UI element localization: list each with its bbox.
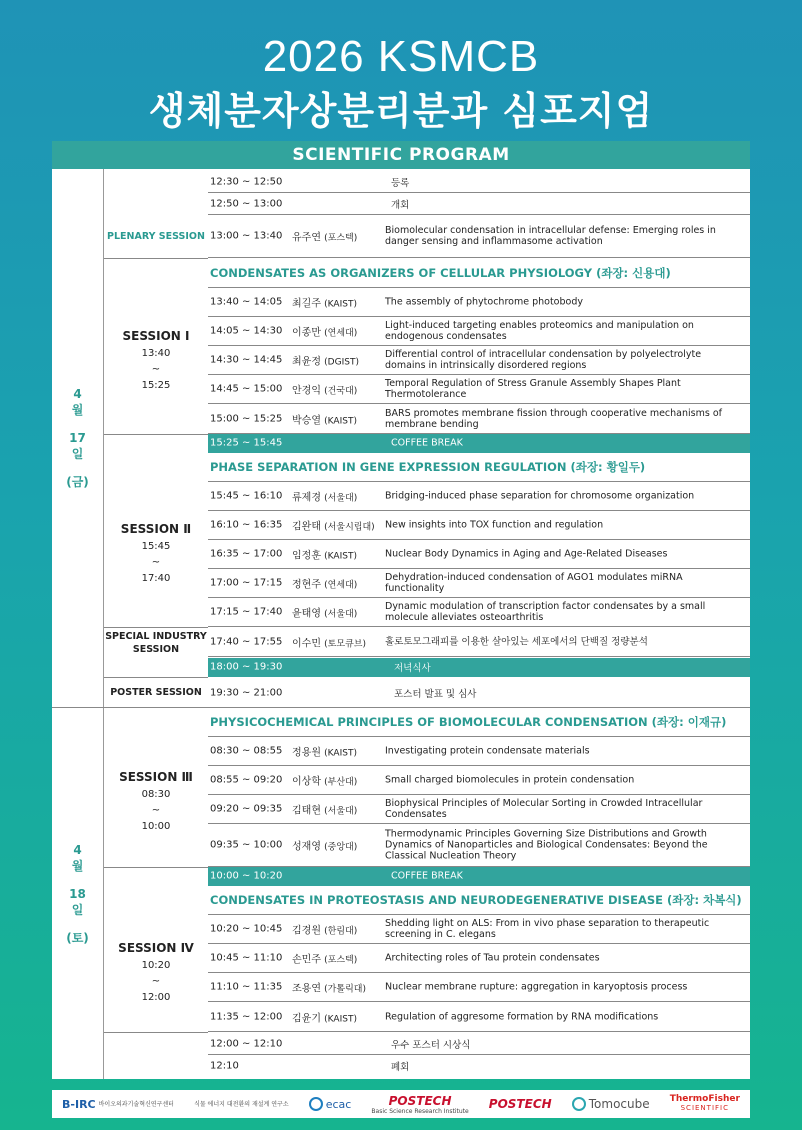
day1-day-unit: 일 <box>71 447 84 461</box>
row-speaker <box>292 518 375 533</box>
speaker-affiliation: (중앙대) <box>324 842 358 853</box>
speaker-affiliation: (KAIST) <box>324 299 357 310</box>
speaker-name: 임정훈 <box>292 550 321 562</box>
thermofisher-logo: ThermoFisher SCIENTIFIC <box>669 1094 740 1112</box>
session-start: 13:40 <box>141 347 171 359</box>
row-title: 홀로토모그래피를 이용한 살아있는 세포에서의 단백질 정량분석 <box>385 636 648 648</box>
row-title: Nuclear membrane rupture: aggregation in karyoptosis process <box>385 981 688 993</box>
row-speaker <box>292 411 357 426</box>
speaker-affiliation: (KAIST) <box>324 416 357 426</box>
coffee-break-1 <box>208 434 750 453</box>
korean-title: 생체분자상분리분과 심포지엄 <box>148 89 654 133</box>
day2-day-unit: 일 <box>71 902 84 917</box>
row-speaker: 유주연 (포스텍) <box>292 232 358 244</box>
session2-heading: PHASE SEPARATION IN GENE EXPRESSION REGULATION (좌장: 황일두) <box>208 453 750 482</box>
session-title: SESSION Ⅲ <box>119 769 193 784</box>
row-speaker <box>292 295 357 310</box>
session-end: 15:25 <box>141 379 171 391</box>
speaker-affiliation: (서울대) <box>324 806 358 817</box>
row-time: 10:45 ~ 11:10 <box>210 952 283 964</box>
row-time: 10:20 ~ 10:45 <box>210 923 283 935</box>
session4-heading: CONDENSATES IN PROTEOSTASIS AND NEURODEGENERATIVE DISEASE (좌장: 차복식) <box>208 886 750 915</box>
speaker-name: 박승열 <box>292 415 321 426</box>
row-time: 16:10 ~ 16:35 <box>210 519 283 531</box>
postech-logo: POSTECH <box>488 1097 552 1111</box>
day2-month: 4 <box>73 842 82 857</box>
session2-label <box>104 481 208 627</box>
speaker-affiliation: (부산대) <box>324 777 358 788</box>
speaker-name: 조용연 <box>292 983 321 995</box>
row-speaker <box>292 922 357 937</box>
row-title: 개회 <box>391 199 410 211</box>
row-title: Light-induced targeting enables proteomics and manipulation on endogenous condensates <box>385 320 694 342</box>
day1-weekday: (금) <box>66 475 89 489</box>
talk-row <box>208 737 750 766</box>
talk-row <box>208 944 750 973</box>
row-title: Temporal Regulation of Stress Granule Assembly Shapes Plant Thermotolerance <box>385 378 681 400</box>
row-time: 12:10 <box>210 1060 239 1072</box>
year-title: 2026 KSMCB <box>262 32 540 81</box>
session3-heading: PHYSICOCHEMICAL PRINCIPLES OF BIOMOLECULAR CONDENSATION (좌장: 이재규) <box>208 708 750 737</box>
row-time: 15:25 ~ 15:45 <box>210 437 283 449</box>
session-start: 10:20 <box>141 960 171 971</box>
talk-row <box>208 795 750 824</box>
session-tilde: ~ <box>151 557 161 568</box>
poster-label: POSTER SESSION <box>110 687 202 698</box>
program-banner: SCIENTIFIC PROGRAM <box>52 141 750 169</box>
row-time: 15:45 ~ 16:10 <box>210 490 283 502</box>
industry-label <box>104 628 208 657</box>
row-time: 17:40 ~ 17:55 <box>210 636 283 648</box>
talk-row <box>208 598 750 627</box>
speaker-affiliation: (연세대) <box>324 328 358 339</box>
speaker-name: 류제경 <box>292 492 321 504</box>
day1-month-unit: 월 <box>71 403 84 417</box>
row-time: 09:20 ~ 09:35 <box>210 803 283 815</box>
row-title: Biophysical Principles of Molecular Sorting in Crowded Intracellular Condensates <box>385 798 703 820</box>
speaker-name: 최윤정 <box>292 356 321 368</box>
row-time: 11:35 ~ 12:00 <box>210 1011 283 1022</box>
row-title: Biomolecular condensation in intracellular defense: Emerging roles in danger sensing and inflammasome activation <box>385 225 716 247</box>
row-title: New insights into TOX function and regulation <box>385 519 604 531</box>
day2-weekday: (토) <box>66 930 89 945</box>
birc-logo: B-IRC 바이오의과기술혁신연구센터 <box>62 1097 174 1111</box>
talk-row <box>208 766 750 795</box>
speaker-name: 손민주 <box>292 954 321 966</box>
speaker-affiliation: (가톨릭대) <box>324 984 366 995</box>
speaker-name: 이상학 <box>292 776 321 788</box>
talk-row <box>208 915 750 944</box>
row-time: 17:00 ~ 17:15 <box>210 577 283 589</box>
row-time: 17:15 ~ 17:40 <box>210 606 283 618</box>
session3-label <box>104 736 208 867</box>
tomocube-icon <box>572 1097 586 1111</box>
row-time: 12:30 ~ 12:50 <box>210 176 283 188</box>
row-title: Dynamic modulation of transcription factor condensates by a small molecule alleviates osteoarthritis <box>385 601 706 623</box>
row-title: Differential control of intracellular condensation by polyelectrolyte domains in intrinsically disordered regions <box>385 349 702 371</box>
row-title: 포스터 발표 및 심사 <box>394 688 477 700</box>
talk-row <box>208 540 750 569</box>
talk-row <box>208 375 750 404</box>
award-row <box>208 1033 750 1055</box>
row-speaker <box>292 324 357 339</box>
row-title: The assembly of phytochrome photobody <box>385 296 583 308</box>
talk-row <box>208 973 750 1002</box>
row-speaker <box>292 576 357 591</box>
row-speaker <box>292 951 357 966</box>
session1-label <box>104 287 208 434</box>
talk-row <box>208 824 750 867</box>
row-title: Nuclear Body Dynamics in Aging and Age-Related Diseases <box>385 548 668 560</box>
row-speaker <box>292 353 359 368</box>
ecac-icon <box>309 1097 323 1111</box>
row-title: BARS promotes membrane fission through cooperative mechanisms of membrane bending <box>385 407 722 430</box>
session4-label <box>104 914 208 1032</box>
speaker-name: 김완태 <box>292 521 321 533</box>
row-time: 12:50 ~ 13:00 <box>210 198 283 209</box>
row-speaker <box>292 802 357 817</box>
talk-row <box>208 346 750 375</box>
speaker-affiliation: (KAIST) <box>324 1014 357 1024</box>
speaker-affiliation: (KAIST) <box>324 748 357 759</box>
plenary-row <box>208 215 750 258</box>
row-speaker <box>292 547 357 562</box>
session-end: 12:00 <box>141 992 171 1003</box>
speaker-affiliation: (서울대) <box>324 609 358 620</box>
talk-row <box>208 569 750 598</box>
industry-label-line2: SESSION <box>132 643 180 655</box>
speaker-affiliation: (DGIST) <box>324 357 359 368</box>
row-title: COFFEE BREAK <box>391 437 463 449</box>
plenary-label: PLENARY SESSION <box>107 230 205 242</box>
session-tilde: ~ <box>151 976 161 987</box>
talk-row <box>208 317 750 346</box>
row-time: 13:00 ~ 13:40 <box>210 230 283 242</box>
session-start: 08:30 <box>141 788 171 800</box>
session-title: SESSION Ⅳ <box>118 941 194 955</box>
session-tilde: ~ <box>151 804 161 816</box>
session1-heading: CONDENSATES AS ORGANIZERS OF CELLULAR PHYSIOLOGY (좌장: 신용대) <box>208 259 750 288</box>
talk-row <box>208 1002 750 1032</box>
row-time: 18:00 ~ 19:30 <box>210 661 283 673</box>
program-card <box>52 141 750 1079</box>
day1-day: 17 <box>69 431 86 445</box>
divider <box>104 867 208 868</box>
speaker-name: 김태현 <box>292 805 321 817</box>
row-speaker <box>292 744 357 759</box>
row-time: 12:00 ~ 12:10 <box>210 1038 283 1049</box>
row-time: 09:35 ~ 10:00 <box>210 839 283 851</box>
speaker-name: 이종만 <box>292 327 321 339</box>
speaker-name: 김윤기 <box>292 1013 321 1024</box>
session-title: SESSION Ⅰ <box>122 328 190 343</box>
row-speaker <box>292 382 357 397</box>
industry-label-line1: SPECIAL INDUSTRY <box>105 630 207 642</box>
sponsor-logos <box>52 1090 750 1118</box>
row-title: Regulation of aggresome formation by RNA modifications <box>385 1011 659 1022</box>
speaker-affiliation: (KAIST) <box>324 551 357 562</box>
divider <box>104 258 208 259</box>
day1-column <box>52 169 104 707</box>
speaker-affiliation: (서울시립대) <box>324 522 375 533</box>
row-title: Small charged biomolecules in protein condensation <box>385 774 635 786</box>
speaker-name: 최길주 <box>292 298 321 310</box>
opening-row <box>208 193 750 215</box>
session-tilde: ~ <box>151 363 161 375</box>
row-time: 15:00 ~ 15:25 <box>210 413 283 424</box>
row-speaker: 이수민 (토모큐브) <box>292 638 366 650</box>
divider <box>104 1032 208 1033</box>
postech-bsri-logo: POSTECH Basic Science Research Institute <box>371 1093 469 1115</box>
day1-month: 4 <box>73 387 82 401</box>
speaker-affiliation: (건국대) <box>324 386 358 397</box>
green-institute-logo: 식물 에너지 대전환의 재설계 연구소 <box>194 1100 289 1108</box>
registration-row <box>208 172 750 193</box>
speaker-name: 윤태영 <box>292 608 321 620</box>
row-time: 14:05 ~ 14:30 <box>210 325 283 337</box>
talk-row <box>208 482 750 511</box>
day2-column <box>52 708 104 1079</box>
speaker-affiliation: (서울대) <box>324 493 358 504</box>
row-title: 폐회 <box>391 1062 410 1073</box>
ecac-logo: ecac <box>309 1097 352 1111</box>
speaker-name: 안경익 <box>292 385 321 397</box>
row-speaker <box>292 980 366 995</box>
closing-row <box>208 1055 750 1077</box>
tomocube-logo: Tomocube <box>572 1097 650 1111</box>
session-end: 17:40 <box>141 573 171 584</box>
row-title: Architecting roles of Tau protein condensates <box>385 952 600 964</box>
row-title: 저녁식사 <box>394 663 431 674</box>
talk-row <box>208 404 750 434</box>
row-title: Shedding light on ALS: From in vivo phase separation to therapeutic screening in C. elegans <box>385 918 710 940</box>
row-time: 19:30 ~ 21:00 <box>210 687 283 698</box>
row-time: 08:55 ~ 09:20 <box>210 774 283 786</box>
row-time: 14:45 ~ 15:00 <box>210 383 283 395</box>
row-title: 우수 포스터 시상식 <box>391 1039 471 1051</box>
row-speaker <box>292 489 357 504</box>
row-title: Investigating protein condensate materials <box>385 745 590 757</box>
divider <box>104 434 208 435</box>
row-speaker <box>292 773 357 788</box>
session-title: SESSION Ⅱ <box>120 522 192 536</box>
row-speaker <box>292 838 357 853</box>
talk-row <box>208 288 750 317</box>
poster-row <box>208 678 750 707</box>
speaker-affiliation: (한림대) <box>324 926 358 937</box>
speaker-affiliation: (포스텍) <box>324 955 358 966</box>
row-title: Dehydration-induced condensation of AGO1 modulates miRNA functionality <box>385 572 683 594</box>
row-time: 14:30 ~ 14:45 <box>210 354 283 366</box>
speaker-name: 정현주 <box>292 579 321 591</box>
row-time: 08:30 ~ 08:55 <box>210 745 283 757</box>
talk-row <box>208 511 750 540</box>
row-title: COFFEE BREAK <box>391 870 463 882</box>
speaker-name: 정용원 <box>292 747 321 759</box>
dinner-row <box>208 658 750 677</box>
row-title: Thermodynamic Principles Governing Size Distributions and Growth Dynamics of Nanoparticles and Biological Condensates: Beyond the Classical Nucleation Theory <box>385 828 708 862</box>
speaker-name: 김경원 <box>292 925 321 937</box>
session-end: 10:00 <box>141 820 171 832</box>
session-start: 15:45 <box>141 541 171 552</box>
speaker-name: 성재영 <box>292 841 321 853</box>
industry-row <box>208 628 750 657</box>
row-time: 10:00 ~ 10:20 <box>210 870 283 882</box>
row-time: 11:10 ~ 11:35 <box>210 981 283 993</box>
row-speaker <box>292 1009 357 1024</box>
day2-day: 18 <box>69 886 86 901</box>
row-time: 16:35 ~ 17:00 <box>210 548 283 560</box>
row-speaker <box>292 605 357 620</box>
row-title: Bridging-induced phase separation for chromosome organization <box>385 490 695 502</box>
coffee-break-2 <box>208 867 750 886</box>
day2-month-unit: 월 <box>71 858 84 873</box>
row-title: 등록 <box>391 178 410 189</box>
speaker-affiliation: (연세대) <box>324 580 358 591</box>
row-time: 13:40 ~ 14:05 <box>210 296 283 308</box>
